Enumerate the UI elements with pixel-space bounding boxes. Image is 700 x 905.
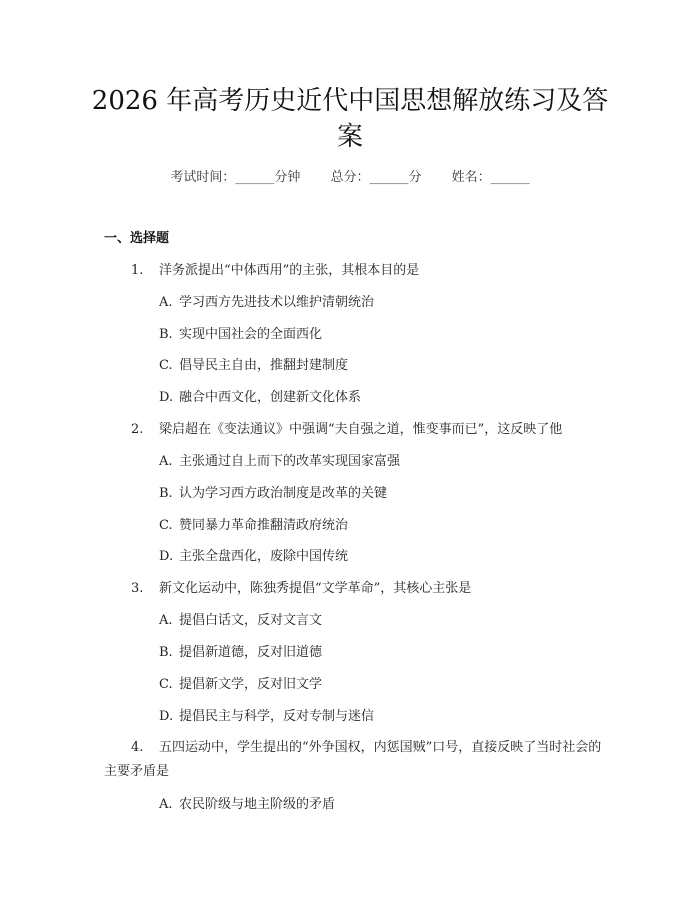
option-letter: A.: [159, 295, 173, 310]
option-text: 赞同暴力革命推翻清政府统治: [179, 518, 349, 533]
question-text: 梁启超在《变法通议》中强调“夫自强之道，惟变事而已”，这反映了他: [159, 422, 563, 437]
option-letter: B.: [159, 645, 173, 660]
question-1-option-d: [159, 388, 361, 408]
option-text: 农民阶级与地主阶级的矛盾: [179, 797, 336, 812]
question-4-option-a: [159, 795, 335, 815]
question-number: 3.: [131, 581, 144, 596]
option-text: 主张全盘西化，废除中国传统: [179, 549, 349, 564]
question-3-option-b: [159, 643, 322, 663]
question-number: 1.: [131, 263, 144, 278]
option-letter: B.: [159, 327, 173, 342]
question-1: [131, 261, 419, 281]
option-letter: A.: [159, 613, 173, 628]
question-3-option-a: [159, 611, 322, 631]
option-text: 提倡新道德，反对旧道德: [179, 645, 323, 660]
option-letter: C.: [159, 677, 173, 692]
question-2-option-b: [159, 484, 387, 504]
option-text: 认为学习西方政治制度是改革的关键: [179, 486, 388, 501]
option-letter: C.: [159, 518, 173, 533]
question-3-option-d: [159, 707, 374, 727]
question-text: 新文化运动中，陈独秀提倡“文学革命”，其核心主张是: [159, 581, 472, 596]
option-letter: C.: [159, 358, 173, 373]
option-letter: A.: [159, 454, 173, 469]
section-heading: 一、选择题: [104, 231, 170, 246]
question-4: [104, 736, 604, 784]
question-3-option-c: [159, 675, 322, 695]
question-1-option-c: [159, 356, 348, 376]
option-letter: D.: [159, 549, 174, 564]
question-1-option-a: [159, 293, 374, 313]
option-text: 提倡新文学，反对旧文学: [179, 677, 323, 692]
question-number: 2.: [131, 422, 144, 437]
question-2-option-d: [159, 547, 348, 567]
question-2-option-c: [159, 516, 348, 536]
exam-time-field: 考试时间：______分钟: [170, 170, 301, 185]
option-letter: D.: [159, 390, 174, 405]
question-text: 洋务派提出“中体西用”的主张，其根本目的是: [159, 263, 420, 278]
exam-meta: [0, 168, 700, 188]
document-title-continued: 案: [336, 122, 363, 152]
question-3: [131, 579, 471, 599]
option-letter: A.: [159, 797, 173, 812]
option-text: 主张通过自上而下的改革实现国家富强: [179, 454, 401, 469]
name-field: 姓名：______: [451, 170, 530, 185]
option-letter: D.: [159, 709, 174, 724]
question-1-option-b: [159, 325, 322, 345]
total-score-field: 总分：______分: [330, 170, 422, 185]
option-letter: B.: [159, 486, 173, 501]
option-text: 提倡民主与科学，反对专制与迷信: [179, 709, 375, 724]
option-text: 学习西方先进技术以维护清朝统治: [179, 295, 375, 310]
option-text: 提倡白话文，反对文言文: [179, 613, 323, 628]
option-text: 融合中西文化，创建新文化体系: [179, 390, 362, 405]
document-title: 2026 年高考历史近代中国思想解放练习及答: [91, 86, 609, 116]
option-text: 实现中国社会的全面西化: [179, 327, 323, 342]
question-2-option-a: [159, 452, 400, 472]
option-text: 倡导民主自由，推翻封建制度: [179, 358, 349, 373]
question-text: 五四运动中，学生提出的“外争国权，内惩国贼”口号，直接反映了当时社会的主要矛盾是: [104, 740, 602, 779]
question-2: [131, 420, 562, 440]
question-number: 4.: [131, 740, 144, 755]
